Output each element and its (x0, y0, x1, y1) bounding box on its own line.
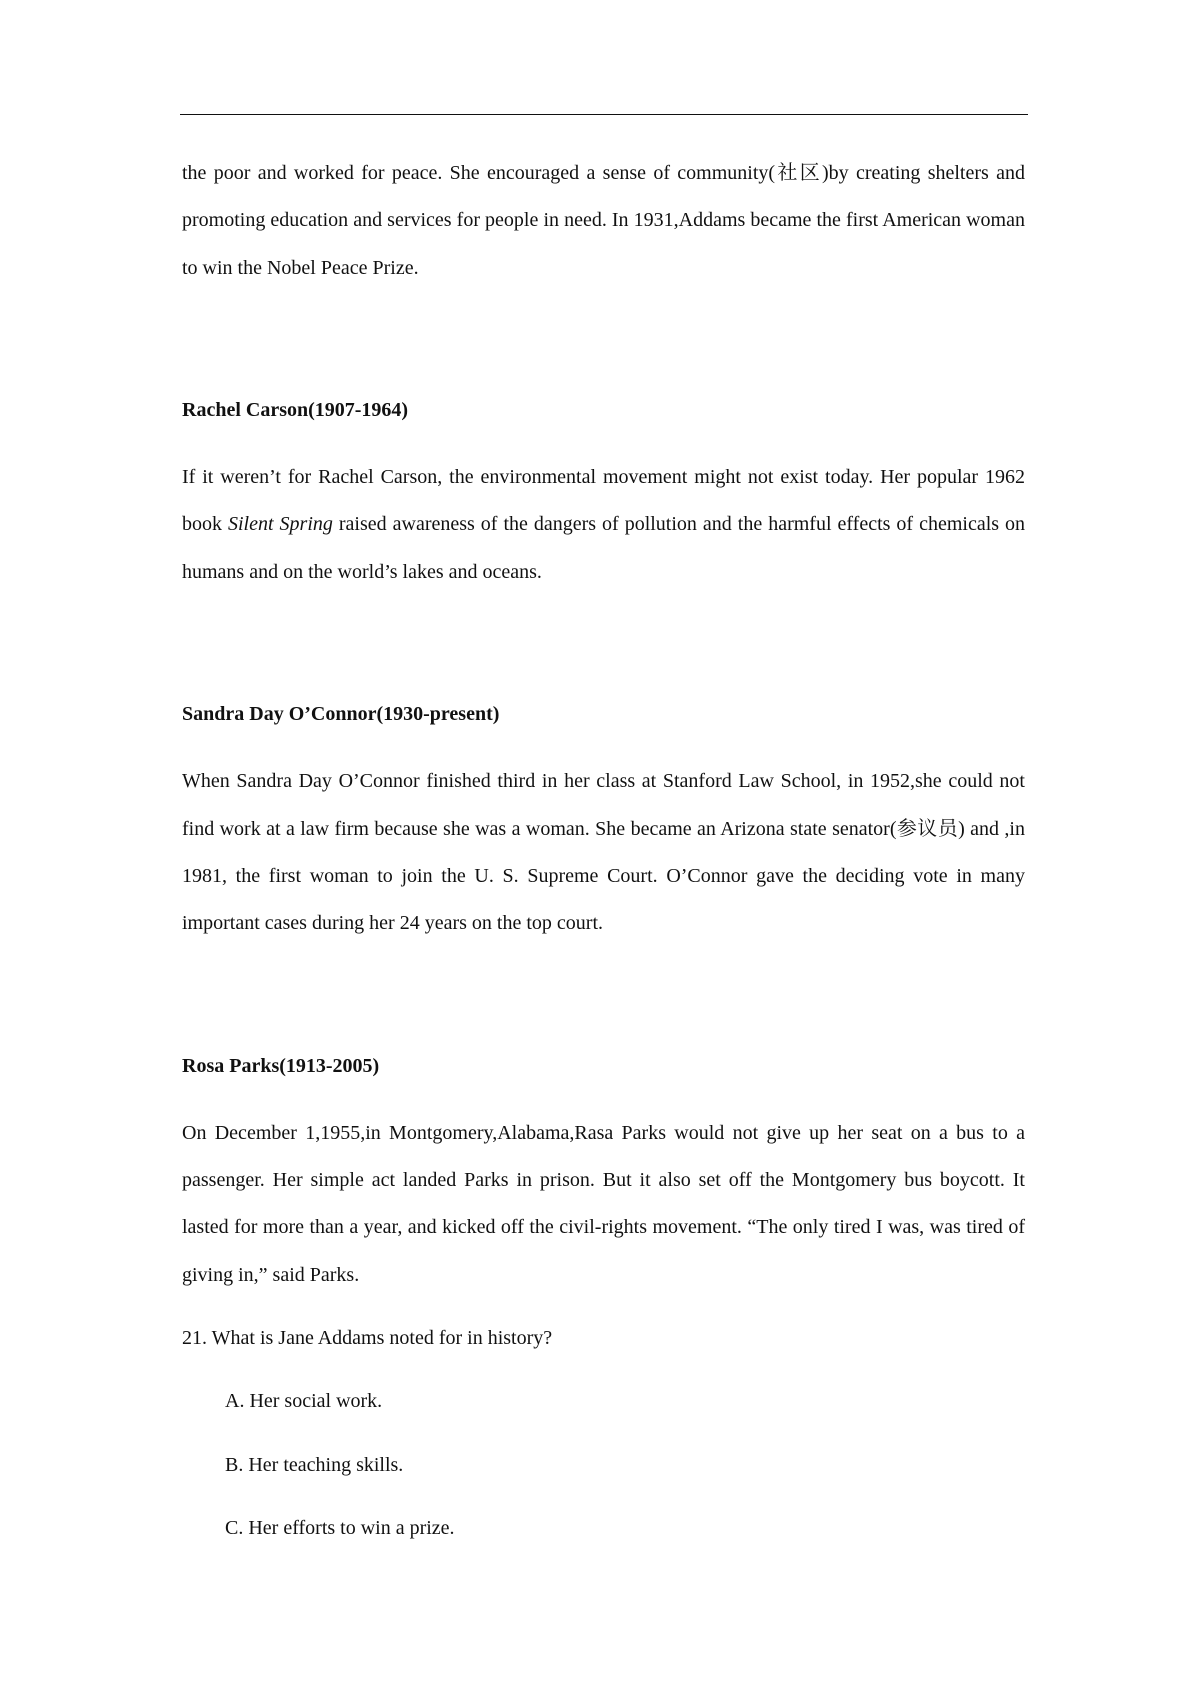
question-option-a: A. Her social work. (225, 1390, 383, 1413)
oconnor-paragraph: When Sandra Day O’Connor finished third in her class at Stanford Law School, in 1952,she could not find work at a law firm because she was a woman. She became an Arizona state senator(参议员) and ,in 1981, the first woman to join the U. S. Supreme Court. O’Connor gave the deciding vote in many important cases during her 24 years on the top court. (182, 770, 1025, 935)
carson-text-b: raised awareness of the dangers of pollution and the harmful effects of chemicals on humans and on the world’s lakes and oceans. (182, 513, 1026, 583)
question-option-c: C. Her efforts to win a prize. (225, 1516, 455, 1539)
document-body (182, 150, 1025, 1552)
question-option-b: B. Her teaching skills. (225, 1453, 404, 1476)
carson-paragraph (182, 454, 1025, 596)
addams-paragraph-continued: the poor and worked for peace. She encouraged a sense of community(社区)by creating shelters and promoting education and services for people in need. In 1931,Addams became the first American woman to win the Nobel Peace Prize. (182, 162, 1025, 279)
carson-text-a: If it weren’t for Rachel Carson, the environmental movement might not exist today. Her popular 1962 book (182, 466, 1025, 536)
parks-heading: Rosa Parks(1913-2005) (182, 1054, 380, 1077)
header-rule (180, 114, 1028, 115)
book-title-silent-spring: Silent Spring (228, 513, 333, 536)
carson-heading: Rachel Carson(1907-1964) (182, 398, 409, 421)
question-21-stem: 21. What is Jane Addams noted for in history? (182, 1327, 553, 1350)
parks-paragraph: On December 1,1955,in Montgomery,Alabama,Rasa Parks would not give up her seat on a bus to a passenger. Her simple act landed Parks in prison. But it also set off the Montgomery bus boycott. It lasted for more than a year, and kicked off the civil-rights movement. “The only tired I was, was tired of giving in,” said Parks. (182, 1121, 1025, 1286)
oconnor-heading: Sandra Day O’Connor(1930-present) (182, 703, 500, 726)
